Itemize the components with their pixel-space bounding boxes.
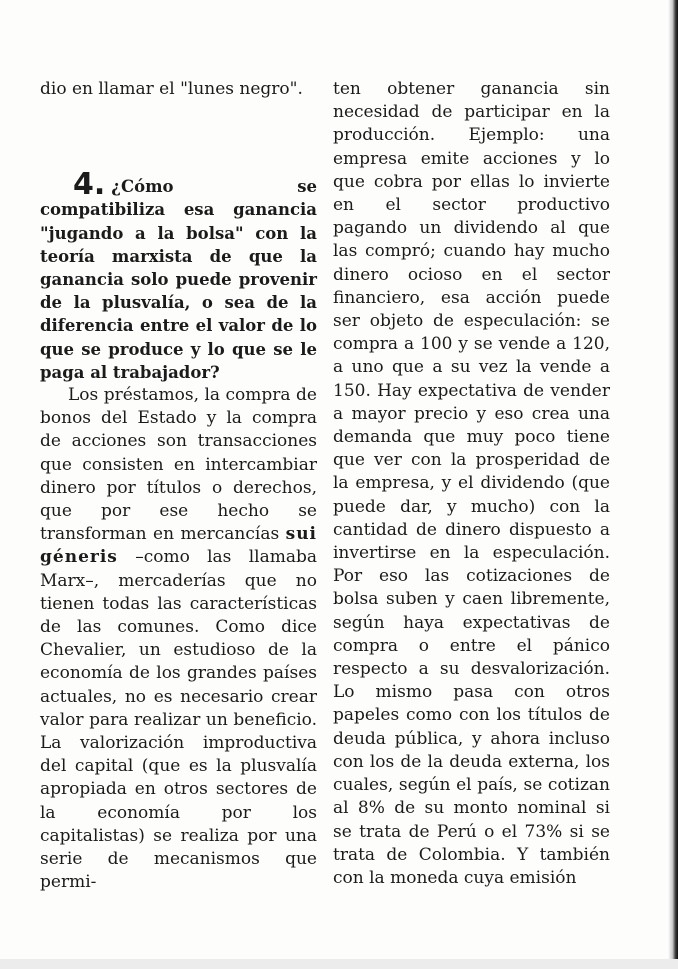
question-heading xyxy=(40,167,317,384)
page-spine-shadow xyxy=(668,0,678,969)
answer-part-1: Los préstamos, la compra de bonos del Estado y la compra de acciones son transacciones que consisten en intercambiar dinero por títulos o derechos, que por ese hecho se transforman en mercancías xyxy=(40,385,317,545)
question-text: ¿Cómo se compatibiliza esa ganancia "jugando a la bolsa" con la teoría marxista de que la ganancia solo puede provenir de la plusvalía, o sea de la diferencia entre el valor de lo que se produce y lo que se le paga al trabajador? xyxy=(40,177,317,382)
right-column xyxy=(333,78,610,890)
question-number: 4. xyxy=(73,167,106,203)
opening-paragraph: dio en llamar el "lunes negro". xyxy=(40,79,303,99)
answer-part-2: –como las llamaba Marx–, mercaderías que no tienen todas las características de las comunes. Como dice Chevalier, un estudioso de la economía de los grandes países actuales, no es necesario crear valor para realizar un beneficio. La valorización improductiva del capital (que es la plusvalía apropiada en otros sectores de la economía por los capitalistas) se realiza por una serie de mecanismos que permi- xyxy=(40,547,317,893)
left-column xyxy=(40,78,317,895)
right-column-paragraph: ten obtener ganancia sin necesidad de participar en la producción. Ejemplo: una empresa emite acciones y lo que cobra por ellas lo invierte en el sector productivo pagando un dividendo al que las compró; cuando hay mucho dinero ocioso en el sector financiero, esa acción puede ser objeto de especulación: se compra a 100 y se vende a 120, a uno que a su vez la vende a 150. Hay expectativa de vender a mayor precio y eso crea una demanda que muy poco tiene que ver con la prosperidad de la empresa, y el dividendo (que puede dar, y mucho) con la cantidad de dinero dispuesto a invertirse en la especulación. Por eso las cotizaciones de bolsa suben y caen libremente, según haya expectativas de compra o entre el pánico respecto a su desvalorización. Lo mismo pasa con otros papeles como con los títulos de deuda pública, y ahora incluso con los de la deuda externa, los cuales, según el país, se cotizan al 8% de su monto nominal si se trata de Perú o el 73% si se trata de Colombia. Y también con la moneda cuya emisión xyxy=(333,79,610,888)
answer-paragraph xyxy=(40,384,317,894)
page-bottom-edge xyxy=(0,959,678,969)
emphasis-term: sui géneris xyxy=(40,524,318,568)
